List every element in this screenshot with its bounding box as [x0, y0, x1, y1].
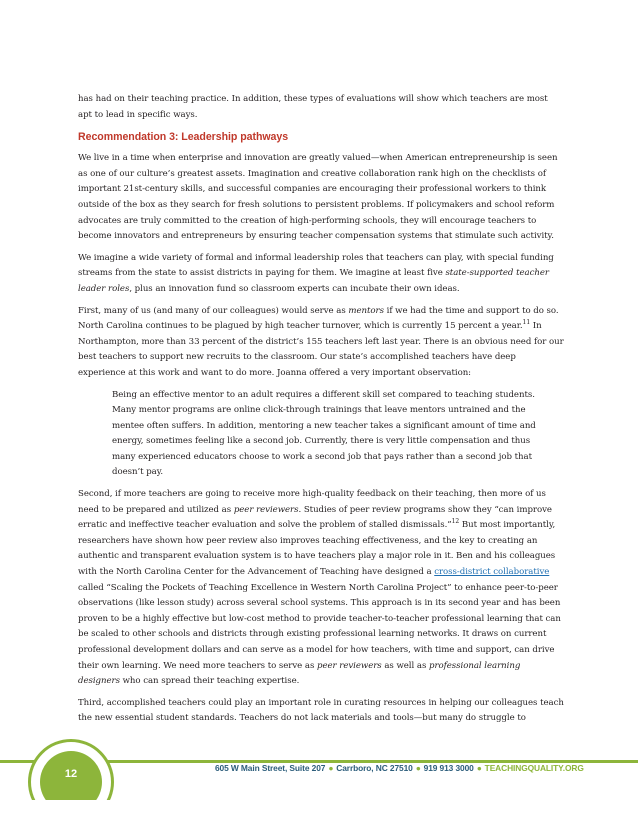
footnote-ref-12[interactable]: 12 [451, 518, 460, 526]
emphasis-peer-reviewers: peer reviewers [233, 504, 299, 515]
footer-website-link[interactable]: TEACHINGQUALITY.ORG [484, 763, 584, 773]
emphasis-peer-reviewers-2: peer reviewers [317, 660, 382, 671]
page-content [78, 92, 564, 733]
footer-contact [215, 763, 625, 773]
emphasis-mentors: mentors [348, 305, 384, 316]
bullet-icon: ● [328, 763, 334, 773]
bottom-margin [0, 800, 638, 826]
emphasis-learning-designers: professional learning designers [78, 660, 521, 687]
paragraph-leadership-roles: We imagine a wide variety of formal and informal leadership roles that teachers can play, with special funding streams from the state to assist districts in paying for them. We imagine at least five state-supported teacher leader roles, plus an innovation fund so classroom experts can incubate their own ideas. [78, 252, 554, 294]
cross-district-collaborative-link[interactable]: cross-district collaborative [434, 567, 550, 578]
footnote-ref-11[interactable]: 11 [522, 319, 531, 327]
paragraph-innovation: We live in a time when enterprise and innovation are greatly valued—when American entrepreneurship is seen as one of our culture’s greatest assets. Imagination and creative collaboration rank high on the checklists of important 21st-century skills, and successful companies are encouraging their professional workers to think outside of the box as they search for fresh solutions to persistent problems. If policymakers and school reform advocates are truly committed to the creation of high-performing schools, they will encourage teachers to become innovators and entrepreneurs by ensuring teacher compensation systems that stimulate such activity. [78, 153, 558, 242]
bullet-icon: ● [476, 763, 482, 773]
footer-city: Carrboro, NC 27510 [336, 763, 413, 773]
page-number: 12 [40, 751, 102, 813]
footer-address: 605 W Main Street, Suite 207 [215, 763, 326, 773]
paragraph-intro-continuation: has had on their teaching practice. In addition, these types of evaluations will show which teachers are most apt to lead in specific ways. [78, 94, 548, 120]
block-quote-joanna: Being an effective mentor to an adult requires a different skill set compared to teaching students. Many mentor programs are online click-through trainings that leave mentors untrained and the mentee often suffers. In addition, mentoring a new teacher takes a significant amount of time and energy, sometimes feeling like a second job. Currently, there is very little compensation and thus many experienced educators choose to work a second job that pays rather than a second job that doesn’t pay. [112, 389, 536, 478]
paragraph-peer-reviewers: Second, if more teachers are going to receive more high-quality feedback on their teaching, then more of us need to be prepared and utilized as peer reviewers. Studies of peer review programs show they “can improve erratic and ineffective teacher evaluation and solve the problem of stalled dismissals.”$^{12}$ But most importantly, researchers have shown how peer review also improves teaching effectiveness, and the key to creating an authentic and transparent evaluation system is to have teachers play a major role in it. Ben and his colleagues with the North Carolina Center for the Advancement of Teaching have designed a cross-district collaborative called “Scaling the Pockets of Teaching Excellence in Western North Carolina Project” to enhance peer-to-peer observations (like lesson study) across several school systems. This approach is in its second year and has been proven to be a highly effective but low-cost method to provide teacher-to-teacher professional learning that can be scaled to other schools and districts through existing professional learning networks. It draws on current professional development dollars and can serve as a model for how teachers, with time and support, can drive their own learning. We need more teachers to serve as peer reviewers as well as professional learning designers who can spread their teaching expertise. [78, 489, 561, 687]
paragraph-mentors: First, many of us (and many of our colleagues) would serve as mentors if we had the time and support to do so. North Carolina continues to be plagued by high teacher turnover, which is currently 15 percent a year.$^{11}$ In Northampton, more than 33 percent of the district’s 155 teachers left last year. There is an obvious need for our best teachers to support new recruits to the classroom. Our state’s accomplished teachers have deep experience at this work and want to do more. Joanna offered a very important observation: [78, 305, 564, 378]
emphasis-teacher-leader-roles: state-supported teacher leader roles [78, 268, 549, 294]
footer-phone: 919 913 3000 [423, 763, 474, 773]
bullet-icon: ● [415, 763, 421, 773]
paragraph-curating-resources: Third, accomplished teachers could play an important role in curating resources in helping our colleagues teach the new essential student standards. Teachers do not lack materials and tools—but many do struggle to [78, 697, 564, 724]
section-heading: Recommendation 3: Leadership pathways [78, 131, 289, 144]
